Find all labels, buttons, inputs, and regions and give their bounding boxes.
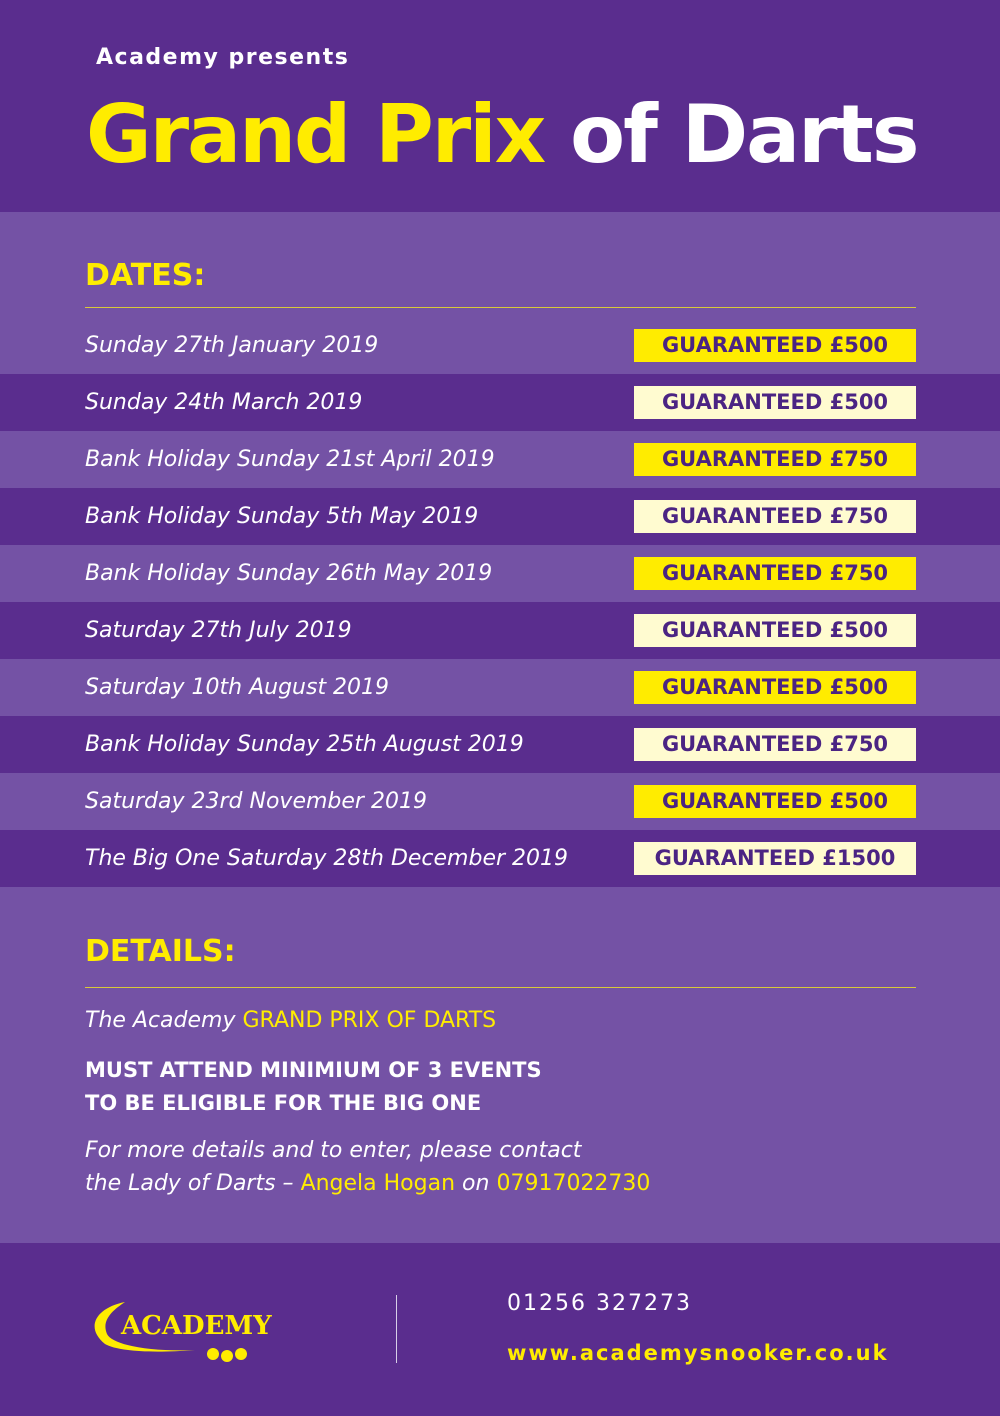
requirement-line-1: MUST ATTEND MINIMIUM OF 3 EVENTS: [85, 1058, 542, 1082]
event-date: Sunday 27th January 2019: [85, 333, 379, 358]
requirement-line-2: TO BE ELIGIBLE FOR THE BIG ONE: [85, 1091, 482, 1115]
contact-line-1: For more details and to enter, please contact: [85, 1138, 582, 1163]
details-intro-event-name: GRAND PRIX OF DARTS: [242, 1008, 497, 1033]
event-date: Sunday 24th March 2019: [85, 390, 363, 415]
event-date: Bank Holiday Sunday 25th August 2019: [85, 732, 524, 757]
event-row: [0, 431, 1000, 488]
prize-badge: GUARANTEED £750: [634, 728, 916, 761]
event-row: [0, 716, 1000, 773]
footer-website-link[interactable]: www.academysnooker.co.uk: [507, 1341, 889, 1365]
logo-text: ACADEMY: [121, 1311, 272, 1341]
main-content: [0, 212, 1000, 1243]
prize-badge: GUARANTEED £500: [634, 614, 916, 647]
prize-badge: GUARANTEED £500: [634, 329, 916, 362]
event-row: [0, 659, 1000, 716]
prize-badge: GUARANTEED £750: [634, 557, 916, 590]
prize-badge: GUARANTEED £500: [634, 785, 916, 818]
event-date: Saturday 10th August 2019: [85, 675, 390, 700]
academy-logo: [85, 1298, 295, 1366]
dates-heading: DATES:: [85, 258, 206, 293]
page-title: [86, 80, 917, 190]
contact-on: on: [462, 1171, 490, 1196]
details-heading: DETAILS:: [85, 934, 236, 969]
event-row: [0, 374, 1000, 431]
title-grand-prix: Grand Prix: [86, 88, 545, 181]
event-row: [0, 830, 1000, 887]
event-row: [0, 545, 1000, 602]
event-date: Saturday 23rd November 2019: [85, 789, 427, 814]
prize-badge: GUARANTEED £500: [634, 386, 916, 419]
contact-line-2: [85, 1171, 650, 1196]
event-row: [0, 488, 1000, 545]
footer-divider: [396, 1295, 397, 1363]
contact-prefix: the Lady of Darts –: [85, 1171, 294, 1196]
event-row: [0, 773, 1000, 830]
prize-badge: GUARANTEED £500: [634, 671, 916, 704]
details-intro-prefix: The Academy: [85, 1008, 236, 1033]
details-intro: [85, 1008, 496, 1033]
event-row: [0, 317, 1000, 374]
event-date: Bank Holiday Sunday 5th May 2019: [85, 504, 479, 529]
title-of-darts: of Darts: [570, 88, 918, 181]
prize-badge: GUARANTEED £750: [634, 443, 916, 476]
event-date: Bank Holiday Sunday 26th May 2019: [85, 561, 493, 586]
dates-divider: [85, 307, 916, 308]
event-date: The Big One Saturday 28th December 2019: [85, 846, 569, 871]
prize-badge: GUARANTEED £750: [634, 500, 916, 533]
details-divider: [85, 987, 916, 988]
contact-name: Angela Hogan: [300, 1171, 456, 1196]
contact-phone: 07917022730: [496, 1171, 651, 1196]
event-date: Bank Holiday Sunday 21st April 2019: [85, 447, 495, 472]
event-date: Saturday 27th July 2019: [85, 618, 352, 643]
header: [0, 0, 1000, 212]
footer-phone: 01256 327273: [507, 1291, 692, 1316]
footer: [0, 1243, 1000, 1416]
presenter-text: Academy presents: [96, 45, 350, 70]
event-row: [0, 602, 1000, 659]
prize-badge: GUARANTEED £1500: [634, 842, 916, 875]
